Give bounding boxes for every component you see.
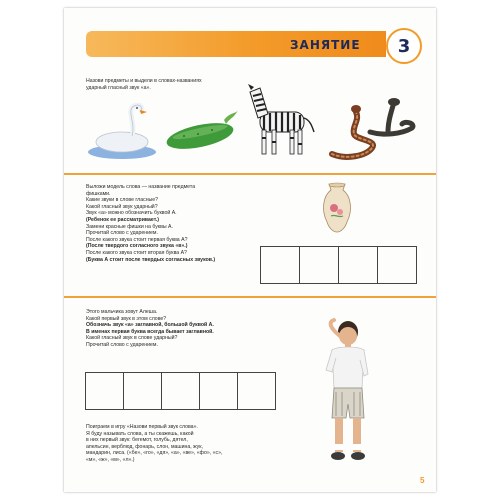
- snakes-picture: [326, 96, 418, 162]
- task-1-line: Назови предметы и выдели в словах-названиях: [86, 78, 202, 84]
- grid-cell[interactable]: [260, 246, 300, 284]
- task-3-line: Прочитай слово с ударением.: [86, 341, 158, 348]
- section-divider: [64, 296, 436, 298]
- name-letters-grid[interactable]: [86, 372, 276, 410]
- task-1-line: ударный гласный звук «а».: [86, 84, 151, 91]
- grid-cell[interactable]: [338, 246, 378, 284]
- task-2-line: Звук «а» можно обозначить буквой А.: [86, 210, 177, 217]
- task-2-line: После какого звука стоит вторая буква А?: [86, 249, 187, 256]
- sound-model-grid[interactable]: [261, 246, 417, 284]
- task-2-line: Какие звуки в слове гласные?: [86, 197, 159, 204]
- task-4-line: Поиграем в игру «Назови первый звук слова».: [86, 424, 198, 430]
- task-3-line: Этого мальчика зовут Алеша.: [86, 309, 158, 315]
- zebra-picture: [246, 82, 320, 160]
- grid-cell[interactable]: [199, 372, 238, 410]
- grid-cell[interactable]: [299, 246, 339, 284]
- section-divider: [64, 173, 436, 175]
- task-2-line: (После твердого согласного звука «в».): [86, 243, 188, 250]
- task-3-line: Какой первый звук в этом слове?: [86, 315, 167, 322]
- task-1-text: [86, 78, 202, 91]
- task-4-text: [86, 424, 222, 464]
- task-3-line: Какой гласный звук в слове ударный?: [86, 335, 178, 342]
- task-2-line: (Ребенок ее рассматривает.): [86, 216, 159, 223]
- task-2-line: Прочитай слово с ударением.: [86, 230, 158, 237]
- task-4-line: Я буду называть слова, а ты скажешь, какой: [86, 430, 194, 437]
- task-2-line: Замени красные фишки на буквы А.: [86, 223, 173, 230]
- task-2-line: Выложи модель слова — название предмета: [86, 184, 196, 190]
- task-4-line: «м», «ж», «м», «л».): [86, 456, 135, 463]
- page-number: 5: [420, 476, 425, 485]
- task-3-line: Обозначь звук «а» заглавной, большой буквой А.: [86, 322, 214, 329]
- task-2-line: фишками.: [86, 190, 111, 197]
- swan-picture: [86, 98, 158, 160]
- boy-picture: [318, 318, 378, 468]
- task-2-line: После какого звука стоит первая буква А?: [86, 236, 188, 243]
- lesson-title: ЗАНЯТИЕ: [290, 38, 361, 52]
- task-4-line: в них первый звук: бегемот, голубь, дятел,: [86, 437, 188, 444]
- grid-cell[interactable]: [377, 246, 417, 284]
- lesson-number: 3: [386, 28, 422, 64]
- task-4-line: мандарин, лиса. («бе», «го», «дя», «а», «ве», «фо», «с»,: [86, 450, 223, 457]
- grid-cell[interactable]: [237, 372, 276, 410]
- grid-cell[interactable]: [85, 372, 124, 410]
- task-3-line: В именах первая буква всегда бывает заглавной.: [86, 328, 214, 335]
- cucumber-picture: [164, 106, 240, 152]
- grid-cell[interactable]: [123, 372, 162, 410]
- task-3-text: [86, 309, 214, 349]
- grid-cell[interactable]: [161, 372, 200, 410]
- vase-picture: [319, 182, 355, 234]
- task-2-line: (Буква А стоит после твердых согласных звуков.): [86, 256, 216, 263]
- task-2-line: Какой гласный звук ударный?: [86, 203, 158, 210]
- task-2-text: [86, 184, 215, 263]
- task-4-line: апельсин, верблюд, фонарь, слон, машина, жук,: [86, 443, 203, 450]
